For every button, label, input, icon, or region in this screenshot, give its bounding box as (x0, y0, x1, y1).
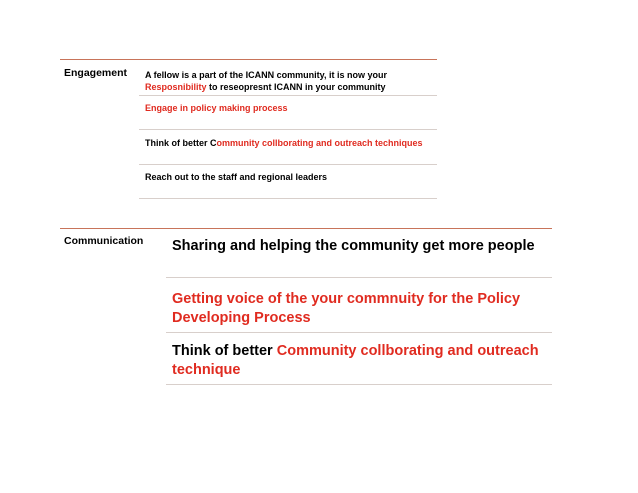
engagement-row-1-rest: to reseopresnt ICANN in your community (206, 82, 386, 92)
communication-row-3-prefix: Think of better (172, 343, 277, 359)
engagement-row-1-highlight: Resposnibility (145, 82, 207, 92)
engagement-row-2 (145, 102, 435, 114)
communication-top-rule (60, 228, 552, 229)
communication-row-1-text: Sharing and helping the community get more people (172, 238, 535, 254)
communication-row-divider-3 (166, 384, 552, 385)
engagement-row-divider-1 (139, 95, 437, 96)
communication-row-1 (172, 237, 552, 256)
communication-row-3 (172, 342, 552, 380)
engagement-top-rule (60, 59, 437, 60)
engagement-row-divider-2 (139, 129, 437, 130)
communication-row-divider-1 (166, 277, 552, 278)
communication-row-divider-2 (166, 332, 552, 333)
engagement-row-3 (145, 137, 435, 149)
engagement-row-4 (145, 171, 435, 183)
communication-row-2 (172, 290, 552, 328)
engagement-row-4-text: Reach out to the staff and regional leaders (145, 172, 328, 182)
engagement-row-1-text: A fellow is a part of the ICANN community, it is now your (145, 70, 388, 80)
communication-label: Communication (64, 235, 144, 247)
communication-row-3-highlight: Community collborating and outreach technique (172, 343, 539, 378)
engagement-row-1 (145, 69, 435, 93)
engagement-row-3-highlight: ommunity collborating and outreach techniques (216, 138, 423, 148)
engagement-row-2-text: Engage in policy making process (145, 103, 288, 113)
engagement-row-3-prefix: Think of better C (145, 138, 217, 148)
communication-row-2-text: Getting voice of the your commnuity for the Policy Developing Process (172, 291, 521, 326)
engagement-label: Engagement (64, 67, 128, 79)
engagement-row-divider-3 (139, 164, 437, 165)
engagement-row-divider-4 (139, 198, 437, 199)
